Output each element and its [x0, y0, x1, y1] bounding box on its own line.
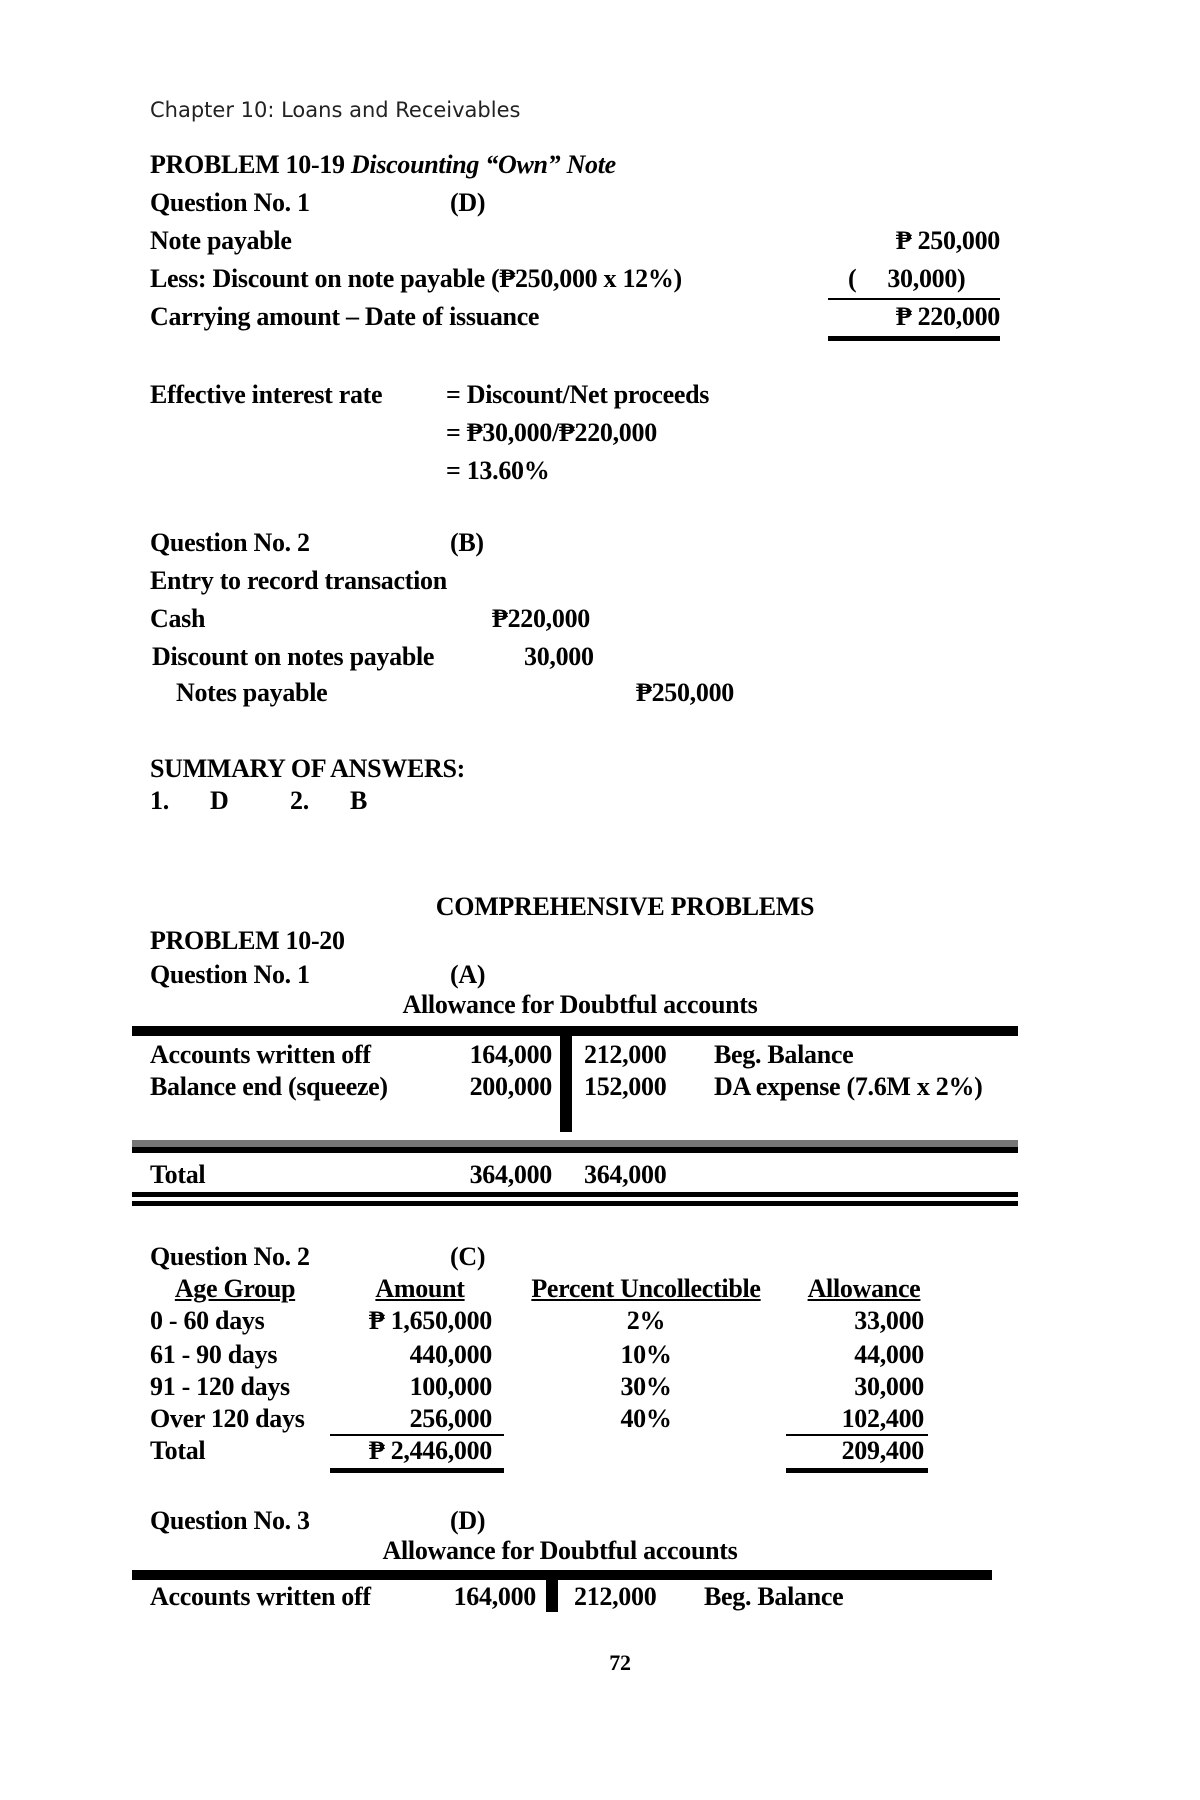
eir-label: Effective interest rate [150, 380, 383, 409]
entry-credit: ₱250,000 [636, 678, 734, 707]
aging-allowance: 30,000 [854, 1372, 924, 1401]
aging-total-label: Total [150, 1436, 206, 1465]
carrying-amount-label: Carrying amount – Date of issuance [150, 302, 540, 331]
t-account-vertical-bar [560, 1036, 572, 1132]
summary-answer: D [210, 786, 229, 815]
aging-allowance-total-rule [786, 1468, 928, 1473]
question-label: Question No. 2 [150, 528, 310, 557]
eir-line: = Discount/Net proceeds [446, 380, 710, 409]
eir-line: = 13.60% [446, 456, 550, 485]
entry-account: Discount on notes payable [152, 642, 435, 671]
t-total-label: Total [150, 1160, 206, 1189]
aging-total-amount: ₱ 2,446,000 [368, 1436, 492, 1465]
problem-title: PROBLEM 10-19 [150, 150, 345, 179]
discount-label: Less: Discount on note payable (₱250,000 x 12%) [150, 264, 682, 293]
t-account-subtotal-bar-dark [132, 1147, 1018, 1153]
aging-percent: 40% [620, 1404, 672, 1433]
t-left-label: Accounts written off [150, 1040, 371, 1069]
t-account-total-rule [132, 1201, 1018, 1206]
entry-title: Entry to record transaction [150, 566, 447, 595]
aging-age: 0 - 60 days [150, 1306, 265, 1335]
t-right-label: DA expense (7.6M x 2%) [714, 1072, 983, 1101]
aging-header: Allowance [807, 1274, 921, 1303]
summary-title: SUMMARY OF ANSWERS: [150, 754, 466, 783]
t-account-top-bar [132, 1026, 1018, 1036]
aging-allowance: 102,400 [841, 1404, 924, 1433]
aging-amount: ₱ 1,650,000 [368, 1306, 492, 1335]
t-right-label: Beg. Balance [714, 1040, 854, 1069]
aging-allowance: 44,000 [854, 1340, 924, 1369]
aging-percent: 30% [620, 1372, 672, 1401]
t-left-value: 164,000 [469, 1040, 552, 1069]
summary-answer: B [350, 786, 368, 815]
note-payable-label: Note payable [150, 226, 292, 255]
aging-total-allowance: 209,400 [841, 1436, 924, 1465]
t-right-value: 212,000 [584, 1040, 667, 1069]
question-answer: (D) [450, 1506, 486, 1535]
question-label: Question No. 1 [150, 960, 310, 989]
total-double-rule [828, 336, 1000, 341]
section-title: COMPREHENSIVE PROBLEMS [435, 892, 815, 921]
t-account-subtotal-bar [132, 1140, 1018, 1147]
problem-subtitle: Discounting “Own” Note [350, 150, 616, 179]
problem-title: PROBLEM 10-20 [150, 926, 345, 955]
question-label: Question No. 1 [150, 188, 310, 217]
summary-num: 1. [150, 786, 169, 815]
question-answer: (A) [450, 960, 486, 989]
discount-value: ( 30,000) [848, 264, 966, 293]
carrying-amount-value: ₱ 220,000 [895, 302, 1000, 331]
t-left-value: 200,000 [469, 1072, 552, 1101]
t-right-value: 152,000 [584, 1072, 667, 1101]
aging-age: Over 120 days [150, 1404, 305, 1433]
chapter-header: Chapter 10: Loans and Receivables [150, 98, 521, 122]
aging-amount: 256,000 [409, 1404, 492, 1433]
aging-amount-total-rule [330, 1468, 504, 1473]
t-account-total-rule [132, 1192, 1018, 1197]
problem-10-19-heading [150, 150, 616, 180]
aging-header: Age Group [174, 1274, 296, 1303]
aging-age: 91 - 120 days [150, 1372, 290, 1401]
aging-amount: 100,000 [409, 1372, 492, 1401]
t-total-left: 364,000 [469, 1160, 552, 1189]
entry-debit: 30,000 [524, 642, 594, 671]
eir-line: = ₱30,000/₱220,000 [446, 418, 657, 447]
entry-account: Cash [150, 604, 206, 633]
t-right-label: Beg. Balance [704, 1582, 844, 1611]
aging-percent: 10% [620, 1340, 672, 1369]
question-answer: (B) [450, 528, 484, 557]
t-left-value: 164,000 [453, 1582, 536, 1611]
question-answer: (C) [450, 1242, 486, 1271]
aging-age: 61 - 90 days [150, 1340, 278, 1369]
t-account-title: Allowance for Doubtful accounts [402, 990, 758, 1019]
t-left-label: Balance end (squeeze) [150, 1072, 388, 1101]
t-right-value: 212,000 [574, 1582, 657, 1611]
t-account-top-bar [132, 1570, 992, 1580]
t-account-vertical-bar [546, 1580, 558, 1612]
t-left-label: Accounts written off [150, 1582, 371, 1611]
aging-percent: 2% [626, 1306, 666, 1335]
note-payable-value: ₱ 250,000 [895, 226, 1000, 255]
aging-amount: 440,000 [409, 1340, 492, 1369]
question-label: Question No. 3 [150, 1506, 310, 1535]
entry-account: Notes payable [176, 678, 328, 707]
entry-debit: ₱220,000 [492, 604, 590, 633]
t-total-right: 364,000 [584, 1160, 667, 1189]
aging-header: Amount [375, 1274, 465, 1303]
question-answer: (D) [450, 188, 486, 217]
subtotal-rule [828, 298, 1000, 300]
summary-num: 2. [290, 786, 309, 815]
question-label: Question No. 2 [150, 1242, 310, 1271]
page-number: 72 [609, 1650, 631, 1675]
t-account-title: Allowance for Doubtful accounts [382, 1536, 738, 1565]
aging-header: Percent Uncollectible [531, 1274, 761, 1303]
aging-allowance: 33,000 [854, 1306, 924, 1335]
